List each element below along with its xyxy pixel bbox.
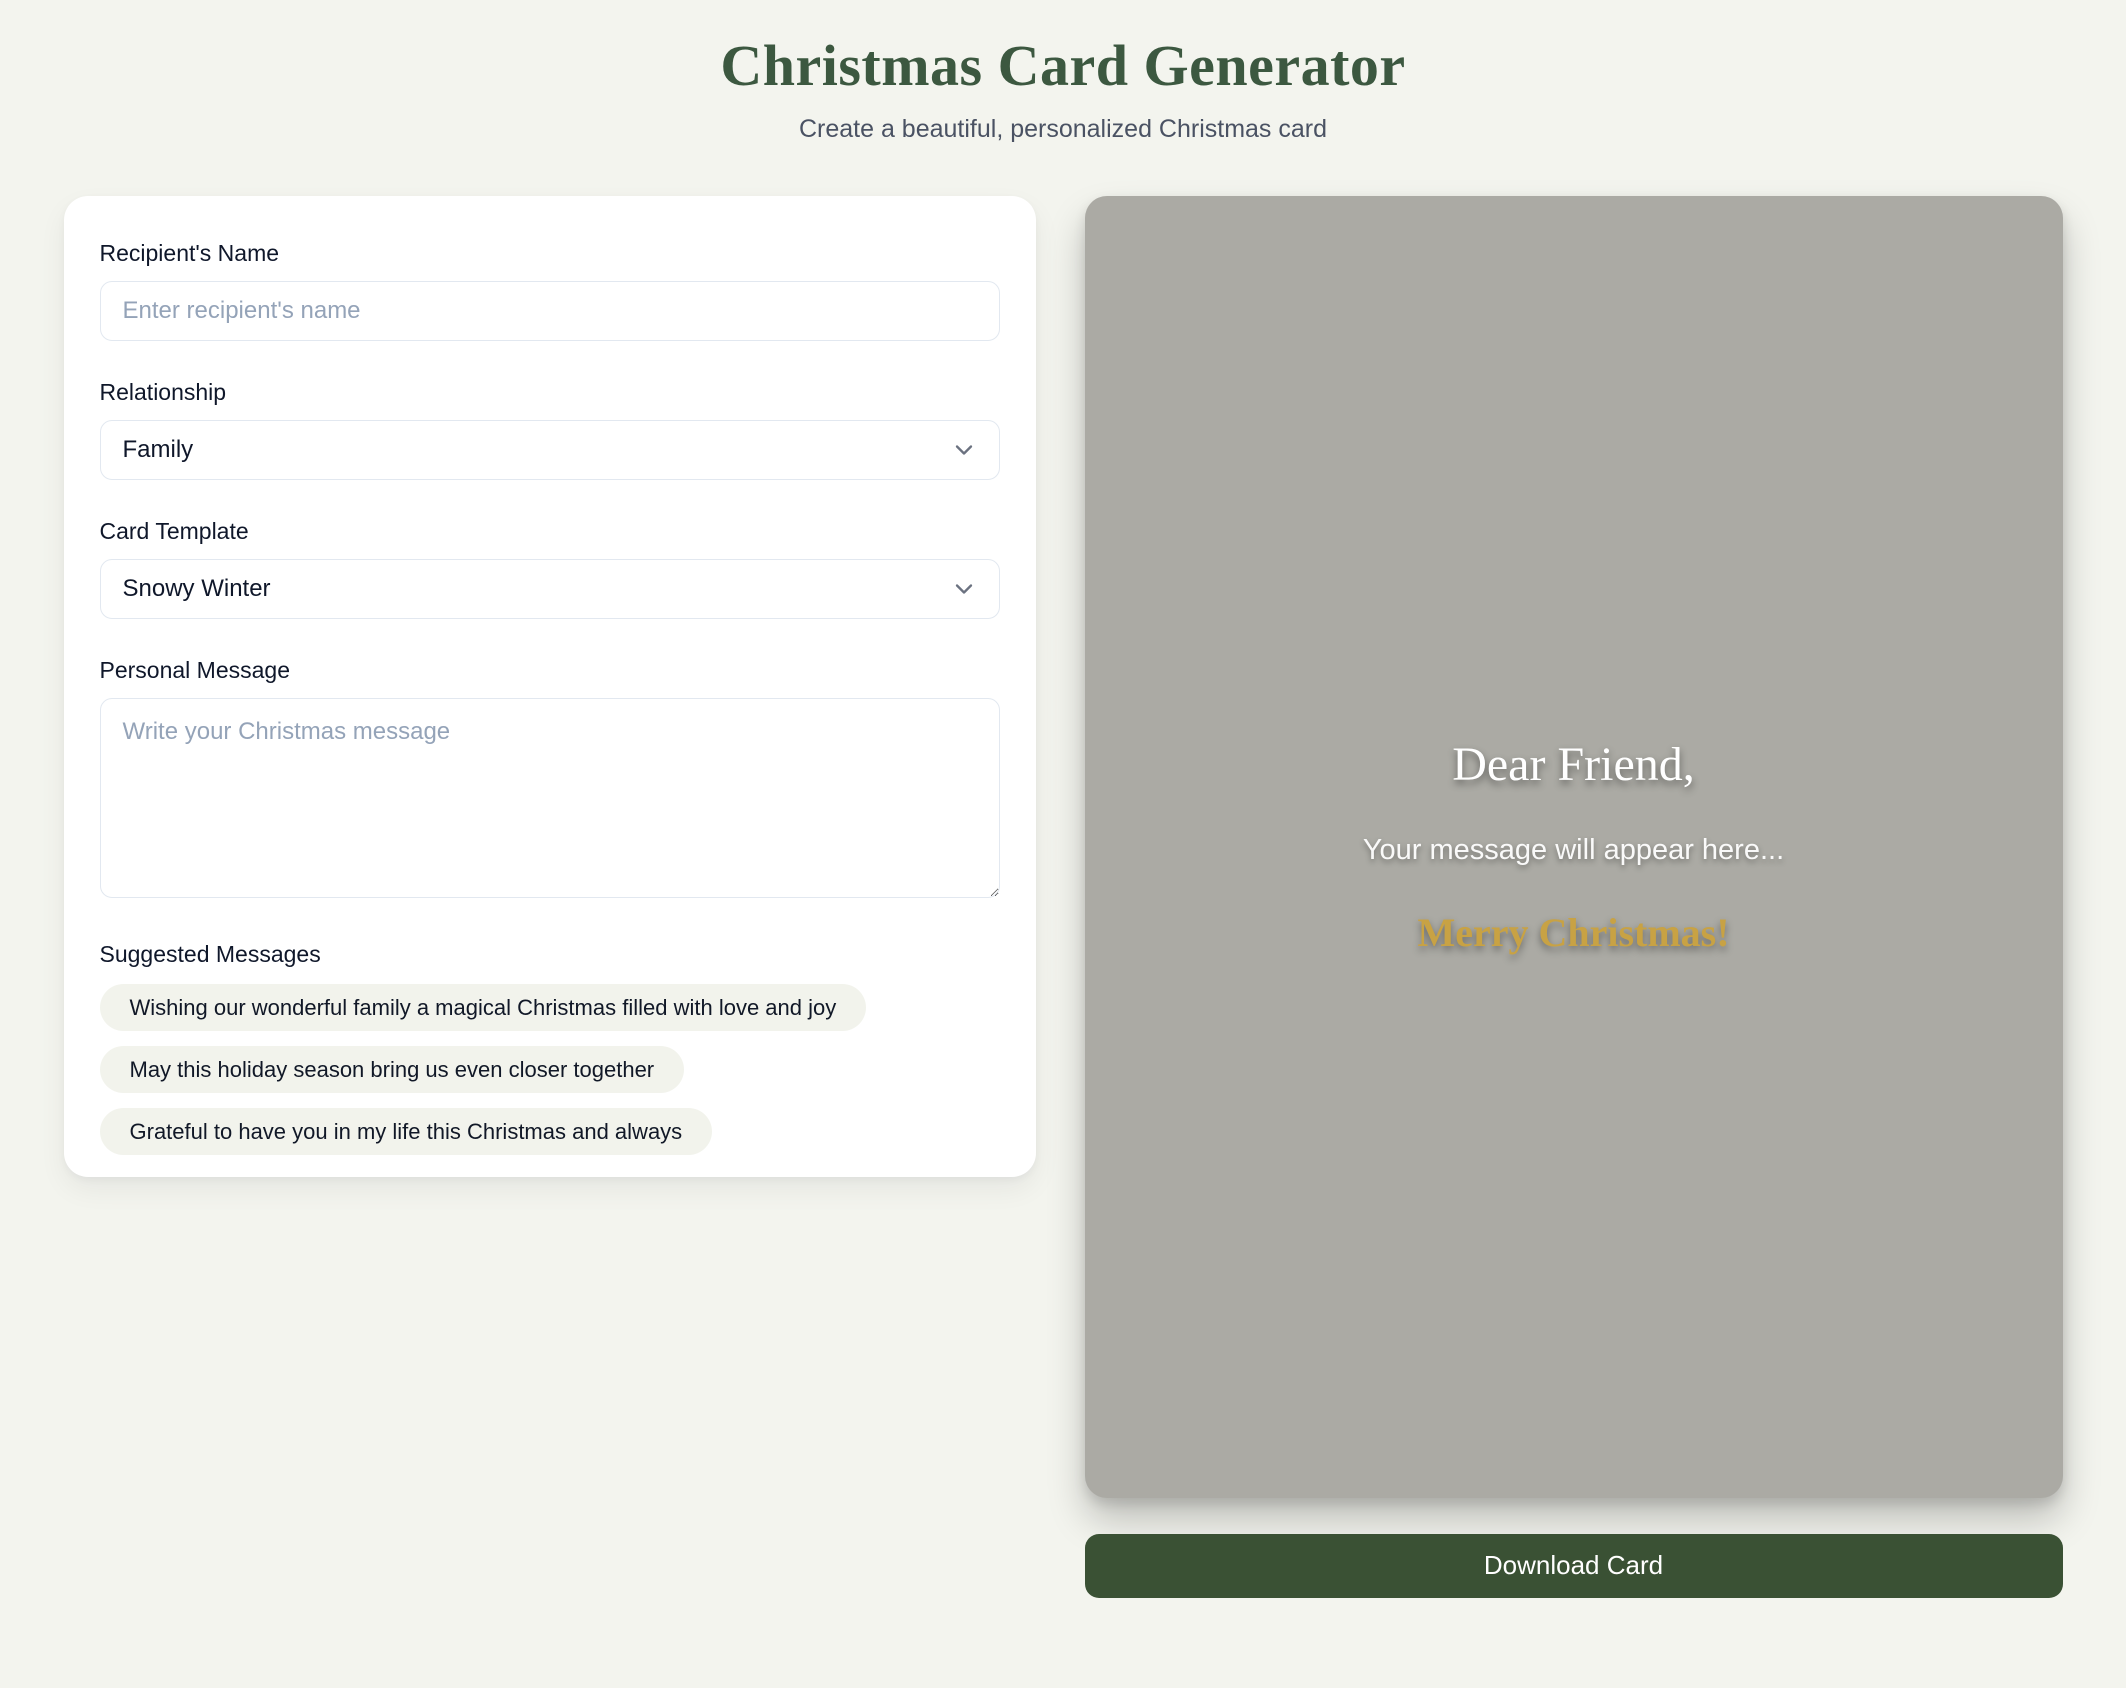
main-content [0, 196, 2126, 1598]
page-subtitle: Create a beautiful, personalized Christmas card [798, 114, 1328, 143]
preview-closing-text: Merry Christmas! [1417, 910, 1730, 955]
recipient-name-input[interactable] [100, 281, 1000, 341]
preview-message-text: Your message will appear here... [1362, 834, 1785, 866]
suggested-messages-list [100, 984, 1000, 1155]
relationship-label: Relationship [99, 378, 227, 405]
personal-message-textarea[interactable] [100, 698, 1000, 898]
card-template-label: Card Template [99, 517, 249, 544]
page-header [0, 0, 2126, 144]
suggested-message-chip[interactable]: Wishing our wonderful family a magical Christmas filled with love and joy [100, 984, 867, 1031]
relationship-field-group [100, 379, 1000, 480]
card-preview-column [1085, 196, 2063, 1598]
relationship-select[interactable] [100, 420, 1000, 480]
personal-message-label: Personal Message [99, 656, 290, 683]
card-generator-form [64, 196, 1036, 1177]
card-template-field-group [100, 518, 1000, 619]
page-title: Christmas Card Generator [720, 33, 1406, 98]
card-template-select[interactable] [100, 559, 1000, 619]
suggested-messages-label: Suggested Messages [99, 940, 321, 967]
card-preview [1085, 196, 2063, 1498]
relationship-select-wrap [100, 420, 1000, 480]
personal-message-field-group [100, 657, 1000, 903]
download-card-button[interactable]: Download Card [1085, 1534, 2063, 1598]
recipient-name-label: Recipient's Name [99, 239, 280, 266]
suggested-message-chip[interactable]: Grateful to have you in my life this Christmas and always [100, 1108, 713, 1155]
suggested-messages-group [100, 941, 1000, 1155]
suggested-message-chip[interactable]: May this holiday season bring us even closer together [100, 1046, 685, 1093]
preview-greeting-text: Dear Friend, [1452, 738, 1695, 791]
recipient-name-field-group [100, 240, 1000, 341]
card-template-select-wrap [100, 559, 1000, 619]
